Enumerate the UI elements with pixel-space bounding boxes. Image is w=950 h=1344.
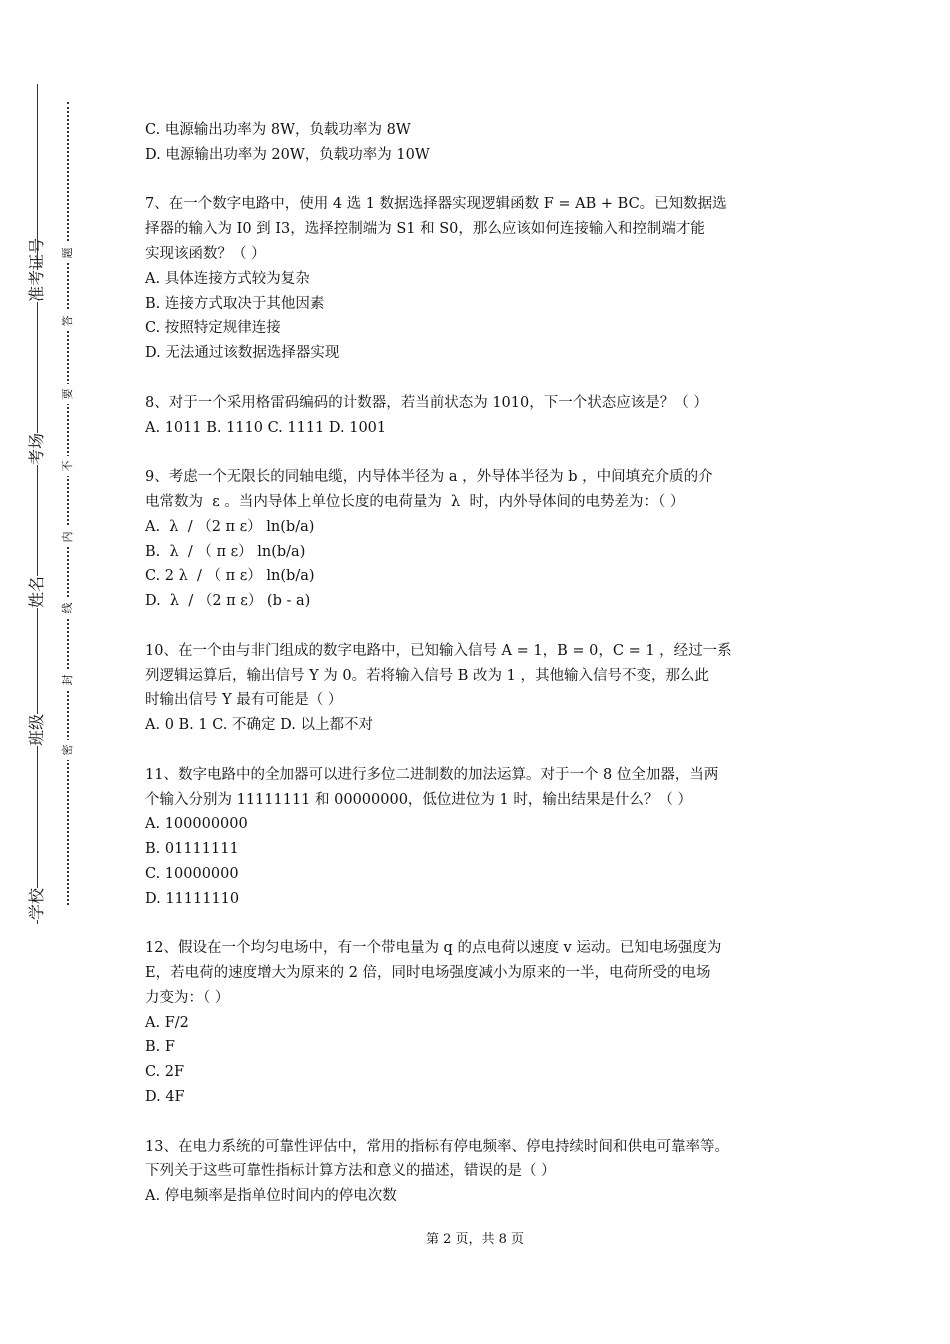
question-stem: 13、在电力系统的可靠性评估中，常用的指标有停电频率、停电持续时间和供电可靠率等。 — [145, 1138, 729, 1155]
seal-char: 题 — [58, 243, 78, 263]
question-stem: 下列关于这些可靠性指标计算方法和意义的描述，错误的是（ ） — [145, 1163, 556, 1180]
question-stem: 列逻辑运算后，输出信号 Y 为 0。若将输入信号 B 改为 1 ，其他输入信号不变，那么此 — [145, 667, 709, 684]
question-10 — [145, 639, 810, 738]
question-stem: 实现该函数？（ ） — [145, 245, 266, 262]
question-stem: 择器的输入为 I0 到 I3，选择控制端为 S1 和 S0，那么应该如何连接输入和控制端才能 — [145, 221, 705, 238]
option-a: A. 停电频率是指单位时间内的停电次数 — [145, 1188, 397, 1205]
question-11 — [145, 763, 810, 912]
option-b: B. 连接方式取决于其他因素 — [145, 295, 325, 312]
option-a: A. 具体连接方式较为复杂 — [145, 270, 310, 287]
question-stem: 7、在一个数字电路中，使用 4 选 1 数据选择器实现逻辑函数 F = AB + BC。已知数据选 — [145, 196, 727, 213]
option-d: D. 11111110 — [145, 890, 240, 907]
question-list — [145, 118, 810, 1209]
option-c: C. 电源输出功率为 8W，负载功率为 8W — [145, 122, 411, 138]
seal-char: 内 — [58, 527, 78, 547]
binding-solid-line — [37, 84, 38, 924]
question-13 — [145, 1135, 810, 1209]
option-c: C. 按照特定规律连接 — [145, 320, 281, 337]
option-a: A. 100000000 — [145, 816, 248, 833]
field-label-name: 姓名 — [21, 576, 53, 608]
binding-margin — [0, 0, 110, 1344]
question-8 — [145, 391, 810, 441]
seal-char: 封 — [58, 670, 78, 690]
question-12 — [145, 936, 810, 1110]
options-inline: A. 1011 B. 1110 C. 1111 D. 1001 — [145, 419, 387, 436]
option-d: D. 无法通过该数据选择器实现 — [145, 345, 340, 362]
seal-char: 密 — [58, 740, 78, 760]
question-stem: 力变为：（ ） — [145, 989, 230, 1006]
question-stem: 个输入分别为 11111111 和 00000000，低位进位为 1 时，输出结果是什么？（ ） — [145, 791, 692, 808]
option-b: B. 01111111 — [145, 841, 239, 858]
field-label-exam-id: 准考证号 — [21, 270, 53, 302]
option-a: A. λ / （2 π ε） ln(b/a) — [145, 518, 315, 535]
question-9 — [145, 465, 810, 614]
option-c: C. 10000000 — [145, 865, 239, 882]
options-inline: A. 0 B. 1 C. 不确定 D. 以上都不对 — [145, 717, 373, 734]
option-c: C. 2F — [145, 1064, 185, 1081]
seal-dotted-line — [67, 102, 69, 905]
question-6-continued — [145, 118, 810, 168]
question-stem: 11、数字电路中的全加器可以进行多位二进制数的加法运算。对于一个 8 位全加器，当两 — [145, 766, 719, 783]
field-label-class: 班级 — [21, 714, 53, 746]
field-label-exam-room: 考场 — [21, 433, 53, 465]
question-stem: 9、考虑一个无限长的同轴电缆，内导体半径为 a ，外导体半径为 b ，中间填充介质的介 — [145, 469, 713, 486]
seal-char: 线 — [58, 598, 78, 618]
option-b: B. λ / （ π ε） ln(b/a) — [145, 543, 306, 560]
option-d: D. 电源输出功率为 20W，负载功率为 10W — [145, 146, 430, 163]
option-a: A. F/2 — [145, 1014, 189, 1031]
option-b: B. F — [145, 1039, 175, 1056]
field-label-school: 学校 — [21, 888, 53, 920]
option-d: D. λ / （2 π ε） (b - a) — [145, 593, 311, 610]
seal-char: 要 — [58, 384, 78, 404]
question-stem: 时输出信号 Y 最有可能是（ ） — [145, 692, 343, 709]
question-stem: 12、假设在一个均匀电场中，有一个带电量为 q 的点电荷以速度 v 运动。已知电场强度为 — [145, 940, 722, 957]
option-d: D. 4F — [145, 1089, 185, 1106]
question-7 — [145, 192, 810, 366]
option-c: C. 2 λ / （ π ε） ln(b/a) — [145, 568, 315, 585]
seal-char: 不 — [58, 456, 78, 476]
page-number: 第 2 页，共 8 页 — [425, 1232, 525, 1247]
question-stem: 8、对于一个采用格雷码编码的计数器，若当前状态为 1010，下一个状态应该是？（ ） — [145, 394, 708, 411]
question-stem: 10、在一个由与非门组成的数字电路中，已知输入信号 A = 1，B = 0，C = 1 ，经过一系 — [145, 642, 732, 659]
seal-char: 答 — [58, 311, 78, 331]
question-stem: E，若电荷的速度增大为原来的 2 倍，同时电场强度减小为原来的一半，电荷所受的电场 — [145, 965, 711, 982]
question-stem: 电常数为 ε 。当内导体上单位长度的电荷量为 λ 时，内外导体间的电势差为：（ ） — [145, 493, 685, 510]
